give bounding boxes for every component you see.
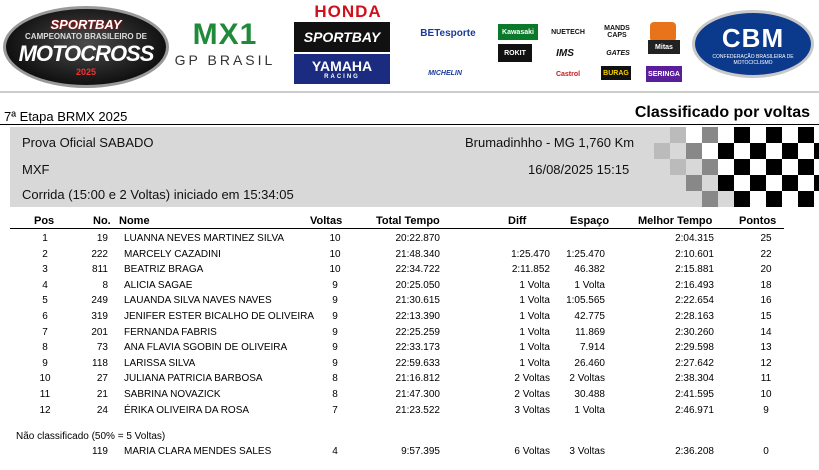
yamaha-logo <box>294 54 390 84</box>
checker-cell <box>798 175 814 191</box>
cell-laps: 8 <box>332 389 338 400</box>
honda-logo: HONDA <box>314 2 382 21</box>
cell-total: 22:59.633 <box>395 357 440 369</box>
checker-cell <box>750 127 766 143</box>
col-best-header: Melhor Tempo <box>638 215 713 227</box>
race-category: MXF <box>22 162 50 177</box>
cell-pts: 25 <box>760 233 772 244</box>
race-location: Brumadinhho - MG 1,760 Km <box>465 135 635 150</box>
table-row <box>0 231 819 246</box>
checker-cell <box>798 159 814 175</box>
cell-laps: 9 <box>332 295 338 307</box>
cell-pts: 22 <box>760 248 772 260</box>
col-pos-header: Pos <box>34 215 55 227</box>
table-row <box>0 262 819 277</box>
cell-total: 20:25.050 <box>395 279 440 291</box>
cbm-logo-subtitle: CONFEDERAÇÃO BRASILEIRA DE MOTOCICLISMO <box>712 53 794 66</box>
cell-best: 2:04.315 <box>675 233 714 244</box>
race-datetime: 16/08/2025 15:15 <box>528 162 630 177</box>
fmx-logo <box>498 66 532 82</box>
cell-no: 119 <box>92 446 108 457</box>
checker-cell <box>798 127 814 143</box>
checker-cell <box>814 143 819 159</box>
checker-cell <box>718 143 734 159</box>
checker-cell <box>766 159 782 175</box>
col-gap-header: Espaço <box>570 215 610 227</box>
cell-pts: 10 <box>760 389 772 400</box>
cell-no: 19 <box>96 233 108 244</box>
yamaha-logo-text: YAMAHA <box>311 58 373 74</box>
checker-cell <box>750 143 766 159</box>
cell-name: FERNANDA FABRIS <box>124 326 217 338</box>
cell-pts: 15 <box>760 311 772 322</box>
cell-no: 811 <box>92 264 108 276</box>
cell-diff: 1 Volta <box>519 326 550 338</box>
championship-logo-title: MOTOCROSS <box>18 41 154 66</box>
cell-diff: 1 Volta <box>519 279 550 291</box>
cell-pts: 9 <box>763 404 769 416</box>
cell-no: 118 <box>92 357 108 369</box>
cell-no: 27 <box>96 373 108 385</box>
cell-best: 2:41.595 <box>675 389 714 400</box>
checker-cell <box>718 159 734 175</box>
checker-cell <box>686 143 702 159</box>
cell-laps: 10 <box>329 264 341 276</box>
not-classified-label: Não classificado (50% = 5 Voltas) <box>16 431 166 442</box>
cell-pts: 20 <box>760 264 772 276</box>
table-row <box>0 387 819 402</box>
cell-name: MARIA CLARA MENDES SALES <box>124 446 272 457</box>
checker-cell <box>782 191 798 207</box>
championship-logo <box>3 6 169 88</box>
cell-diff: 2 Voltas <box>514 373 550 385</box>
col-pts-header: Pontos <box>739 215 777 227</box>
cell-no: 8 <box>102 279 108 291</box>
championship-logo-sponsor: SPORTBAY <box>50 17 122 32</box>
checker-cell <box>750 191 766 207</box>
checker-cell <box>814 175 819 191</box>
cell-name: BEATRIZ BRAGA <box>124 264 204 276</box>
mx1-logo-text: MX1 <box>192 18 258 51</box>
cell-total: 22:25.259 <box>395 326 440 338</box>
checker-cell <box>734 175 750 191</box>
cell-name: JENIFER ESTER BICALHO DE OLIVEIRA <box>124 311 315 322</box>
cell-pos: 3 <box>42 264 48 276</box>
checker-cell <box>782 143 798 159</box>
checker-cell <box>718 127 734 143</box>
sportbay-logo: SPORTBAY <box>294 22 390 52</box>
col-total-header: Total Tempo <box>376 215 440 227</box>
castrol-logo: Castrol <box>555 70 581 78</box>
cell-pts: 18 <box>760 279 772 291</box>
cell-laps: 8 <box>332 373 338 385</box>
checker-cell <box>734 143 750 159</box>
checker-cell <box>814 159 819 175</box>
cbm-logo-text: CBM <box>721 22 785 53</box>
checker-cell <box>814 191 819 207</box>
cell-best: 2:15.881 <box>675 264 714 276</box>
cell-pos: 4 <box>42 279 48 291</box>
cell-name: JULIANA PATRICIA BARBOSA <box>124 373 263 385</box>
table-row <box>0 340 819 355</box>
table-row <box>0 356 819 371</box>
nuetech-logo: NUETECH <box>551 28 585 36</box>
cell-pos: 9 <box>42 357 48 369</box>
mx1-logo-subtitle: GP BRASIL <box>174 52 276 68</box>
event-title: 7ª Etapa BRMX 2025 <box>4 109 128 124</box>
cbm-logo <box>692 10 814 78</box>
cell-name: LAUANDA SILVA NAVES NAVES <box>124 295 272 307</box>
cell-total: 20:22.870 <box>395 233 440 244</box>
cell-name: LARISSA SILVA <box>124 357 196 369</box>
cell-name: MARCELY CAZADINI <box>124 248 221 260</box>
cell-no: 73 <box>96 342 108 354</box>
checker-cell <box>798 143 814 159</box>
table-row <box>0 403 819 418</box>
cell-pts: 0 <box>763 446 769 457</box>
kawasaki-logo: Kawasaki <box>498 24 538 40</box>
checker-cell <box>814 127 819 143</box>
cell-total: 21:48.340 <box>395 248 440 260</box>
checker-cell <box>766 175 782 191</box>
checker-cell <box>750 175 766 191</box>
cell-gap: 3 Voltas <box>569 446 605 457</box>
not-classified-row <box>0 444 819 459</box>
cell-laps: 10 <box>329 248 341 260</box>
cell-name: ÉRIKA OLIVEIRA DA ROSA <box>124 404 250 416</box>
cell-gap: 42.775 <box>574 311 605 322</box>
cell-name: LUANNA NEVES MARTINEZ SILVA <box>124 233 285 244</box>
cell-name: ALICIA SAGAE <box>124 279 193 291</box>
checker-cell <box>734 159 750 175</box>
cell-no: 24 <box>96 404 108 416</box>
cell-best: 2:36.208 <box>675 446 714 457</box>
cell-total: 22:33.173 <box>395 342 440 354</box>
cell-pos: 12 <box>39 404 51 416</box>
cell-best: 2:29.598 <box>675 342 714 354</box>
table-row <box>0 371 819 386</box>
cell-pos: 2 <box>42 248 48 260</box>
ims-logo: IMS <box>556 47 574 59</box>
cell-gap: 11.869 <box>575 326 605 338</box>
championship-logo-year: 2025 <box>75 67 97 77</box>
cell-laps: 9 <box>332 326 338 338</box>
yamaha-logo-subtitle: RACING <box>324 74 360 80</box>
cell-gap: 1:05.565 <box>566 295 605 307</box>
cell-pts: 14 <box>760 326 772 338</box>
cell-gap: 30.488 <box>574 389 605 400</box>
cell-diff: 1 Volta <box>519 311 550 322</box>
cell-gap: 7.914 <box>579 342 605 354</box>
burag-logo: BURAG <box>601 66 631 80</box>
header-divider <box>0 124 819 125</box>
gates-logo: GATES <box>606 49 630 57</box>
banner-divider <box>0 91 819 93</box>
cell-laps: 9 <box>332 311 338 322</box>
checkered-flag-graphic <box>638 127 818 207</box>
checker-cell <box>670 127 686 143</box>
checker-cell <box>718 175 734 191</box>
cell-name: SABRINA NOVAZICK <box>124 389 221 400</box>
cell-diff: 1 Volta <box>519 295 550 307</box>
cell-pos: 6 <box>42 311 48 322</box>
mx1-gp-logo <box>174 14 276 72</box>
cell-gap: 26.460 <box>574 357 605 369</box>
cell-pos: 10 <box>39 373 51 385</box>
cell-diff: 1 Volta <box>519 357 550 369</box>
cell-laps: 9 <box>332 279 338 291</box>
table-row <box>0 309 819 324</box>
cell-gap: 1 Volta <box>574 279 605 291</box>
checker-cell <box>670 159 686 175</box>
cell-best: 2:46.971 <box>675 404 714 416</box>
cell-laps: 7 <box>332 404 338 416</box>
cell-pos: 11 <box>39 389 51 400</box>
table-row <box>0 247 819 262</box>
checker-cell <box>798 191 814 207</box>
betesporte-logo: BETesporte <box>420 27 476 39</box>
race-name: Prova Oficial SABADO <box>22 135 154 150</box>
cell-total: 22:13.390 <box>395 311 440 322</box>
cell-pts: 13 <box>760 342 772 354</box>
cell-diff: 2 Voltas <box>514 389 550 400</box>
cell-diff: 6 Voltas <box>514 446 550 457</box>
checker-cell <box>734 191 750 207</box>
checker-cell <box>702 191 718 207</box>
seringa-logo: SERINGA <box>646 66 682 82</box>
table-row <box>0 293 819 308</box>
mitas-logo: Mitas <box>648 40 680 54</box>
race-info-panel <box>10 127 818 207</box>
cell-pts: 16 <box>760 295 772 307</box>
col-name-header: Nome <box>119 215 150 227</box>
checker-cell <box>734 127 750 143</box>
mandscaps-logo: MANDS CAPS <box>604 25 630 39</box>
cell-total: 9:57.395 <box>401 446 440 457</box>
cell-laps: 9 <box>332 357 338 369</box>
cell-no: 319 <box>91 311 108 322</box>
cell-diff: 3 Voltas <box>514 404 550 416</box>
col-no-header: No. <box>93 215 111 227</box>
cell-gap: 1 Volta <box>574 404 605 416</box>
cell-best: 2:27.642 <box>675 357 714 369</box>
cell-no: 249 <box>91 295 108 307</box>
cell-laps: 9 <box>332 342 338 354</box>
cell-no: 21 <box>96 389 108 400</box>
cell-diff: 1 Volta <box>519 342 550 354</box>
checker-cell <box>654 143 670 159</box>
table-header-divider <box>10 228 784 229</box>
cell-total: 21:16.812 <box>395 373 440 385</box>
rokit-logo: ROKIT <box>498 44 532 62</box>
table-row <box>0 278 819 293</box>
cell-best: 2:38.304 <box>675 373 714 385</box>
document-title: Classificado por voltas <box>634 104 810 121</box>
cell-best: 2:16.493 <box>675 279 714 291</box>
cell-laps: 4 <box>332 446 338 457</box>
cell-pos: 7 <box>42 326 48 338</box>
cell-best: 2:22.654 <box>675 295 714 307</box>
cell-total: 21:47.300 <box>395 389 440 400</box>
cell-pos: 8 <box>42 342 48 354</box>
cell-name: ANA FLAVIA SGOBIN DE OLIVEIRA <box>124 342 288 354</box>
race-session: Corrida (15:00 e 2 Voltas) iniciado em 15:34:05 <box>22 187 294 202</box>
cell-total: 21:30.615 <box>395 295 440 307</box>
checker-cell <box>686 175 702 191</box>
cell-gap: 1:25.470 <box>566 248 605 260</box>
checker-cell <box>766 143 782 159</box>
badge-logo <box>650 22 676 42</box>
col-diff-header: Diff <box>508 215 527 227</box>
checker-cell <box>686 127 702 143</box>
cell-pts: 11 <box>760 373 772 385</box>
sponsor-banner <box>0 0 819 93</box>
michelin-logo: MICHELIN <box>428 69 462 77</box>
checker-cell <box>750 159 766 175</box>
cell-best: 2:30.260 <box>675 326 714 338</box>
checker-cell <box>782 127 798 143</box>
cell-laps: 10 <box>329 233 341 244</box>
cell-diff: 1:25.470 <box>511 248 550 260</box>
checker-cell <box>702 127 718 143</box>
cell-pos: 5 <box>42 295 48 307</box>
checker-cell <box>766 191 782 207</box>
table-row <box>0 325 819 340</box>
cell-total: 21:23.522 <box>395 404 440 416</box>
championship-logo-subtitle: CAMPEONATO BRASILEIRO DE <box>25 32 147 41</box>
cell-total: 22:34.722 <box>395 264 440 276</box>
checker-cell <box>702 159 718 175</box>
checker-cell <box>782 159 798 175</box>
checker-cell <box>782 175 798 191</box>
cell-pts: 12 <box>760 357 772 369</box>
cell-diff: 2:11.852 <box>511 264 550 276</box>
cell-no: 222 <box>91 248 108 260</box>
checker-cell <box>766 127 782 143</box>
cell-no: 201 <box>91 326 108 338</box>
cell-best: 2:10.601 <box>675 248 714 260</box>
cell-gap: 46.382 <box>574 264 605 276</box>
cell-gap: 2 Voltas <box>569 373 605 385</box>
cell-best: 2:28.163 <box>675 311 714 322</box>
cell-pos: 1 <box>42 233 48 244</box>
col-laps-header: Voltas <box>310 215 343 227</box>
checker-cell <box>702 143 718 159</box>
